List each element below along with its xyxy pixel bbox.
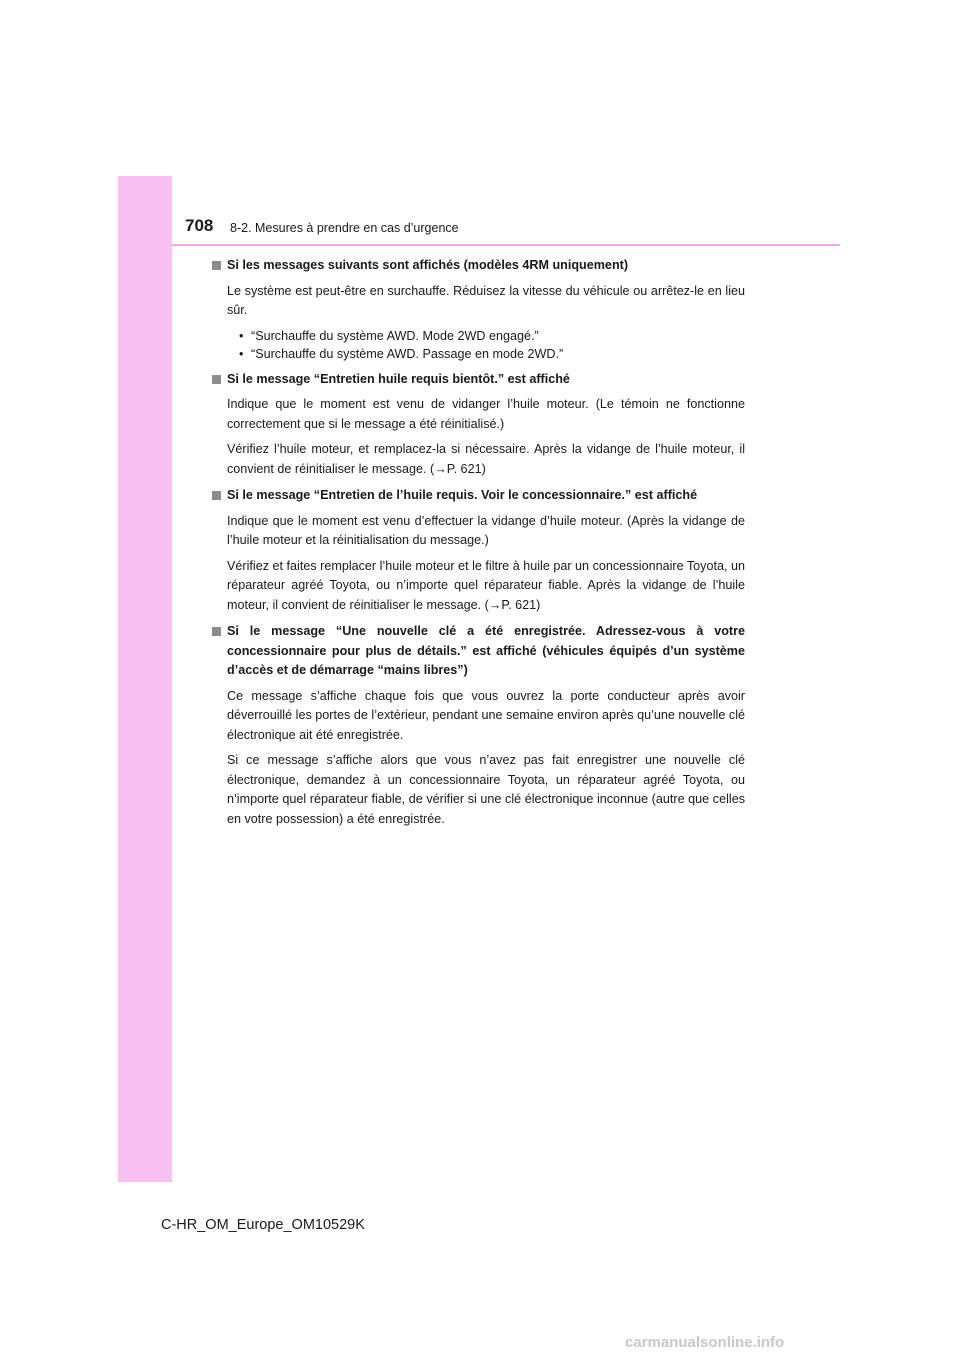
item-paragraph: Ce message s’affiche chaque fois que vous ouvrez la porte conducteur après avoir déverrouillé les portes de l’extérieur, pendant une semaine environ après qu’une nouvelle clé électronique ait été enregistrée. — [227, 688, 745, 742]
section-title: 8-2. Mesures à prendre en cas d’urgence — [230, 221, 459, 235]
item-heading — [212, 622, 745, 681]
item-paragraph: Le système est peut-être en surchauffe. Réduisez la vitesse du véhicule ou arrêtez-le en lieu sûr. — [227, 283, 745, 317]
item-heading-text: Si le message “Une nouvelle clé a été enregistrée. Adressez-vous à votre concessionnaire pour plus de détails.” est affiché (véhicules équipés d’un système d’accès et de démarrage “mains libres”) — [227, 624, 745, 677]
item-paragraph: Si ce message s’affiche alors que vous n’avez pas fait enregistrer une nouvelle clé électronique, demandez à un concessionnaire Toyota, un réparateur agréé Toyota, ou n’importe quel réparateur fiable, de vérifier si une clé électronique inconnue (autre que celles en votre possession) a été enregistrée. — [227, 753, 745, 826]
item-paragraph: Indique que le moment est venu d’effectuer la vidange d’huile moteur. (Après la vidange de l’huile moteur et la réinitialisation du message.) — [227, 513, 745, 547]
item-heading-text: Si les messages suivants sont affichés (modèles 4RM uniquement) — [227, 258, 629, 272]
item-heading-text: Si le message “Entretien de l’huile requis. Voir le concessionnaire.” est affiché — [227, 488, 698, 502]
document-code: C-HR_OM_Europe_OM10529K — [161, 1217, 365, 1233]
message-item-awd — [212, 256, 745, 363]
page-content — [212, 256, 745, 829]
square-bullet-icon — [212, 261, 221, 270]
message-list — [212, 327, 745, 363]
header-rule — [172, 244, 840, 246]
item-paragraph: Indique que le moment est venu de vidanger l’huile moteur. (Le témoin ne fonctionne correctement que si le message a été réinitialisé.) — [227, 397, 745, 431]
square-bullet-icon — [212, 375, 221, 384]
item-heading — [212, 370, 745, 390]
watermark: carmanualsonline.info — [625, 1334, 785, 1351]
item-heading-text: Si le message “Entretien huile requis bientôt.” est affiché — [227, 371, 570, 386]
message-item-new-key — [212, 622, 745, 829]
square-bullet-icon — [212, 627, 221, 636]
item-paragraph: Vérifiez et faites remplacer l’huile moteur et le filtre à huile par un concessionnaire Toyota, un réparateur agréé Toyota, ou n’importe quel réparateur fiable. Après la vidange de l’huile moteur, il convient de réinitialiser le message. (→P. 621) — [227, 558, 745, 612]
item-paragraph: Vérifiez l’huile moteur, et remplacez-la si nécessaire. Après la vidange de l’huile moteur, il convient de réinitialiser le message. (→P. 621) — [227, 442, 745, 476]
message-list-item: • “Surchauffe du système AWD. Passage en mode 2WD.” — [239, 345, 745, 363]
message-item-oil-soon — [212, 370, 745, 480]
square-bullet-icon — [212, 491, 221, 500]
message-item-oil-required — [212, 486, 745, 615]
page-number: 708 — [185, 216, 214, 235]
chapter-sidebar-tab — [118, 176, 172, 1182]
item-heading — [212, 256, 745, 276]
message-list-item: • “Surchauffe du système AWD. Mode 2WD engagé.” — [239, 327, 745, 345]
item-heading — [212, 486, 745, 506]
